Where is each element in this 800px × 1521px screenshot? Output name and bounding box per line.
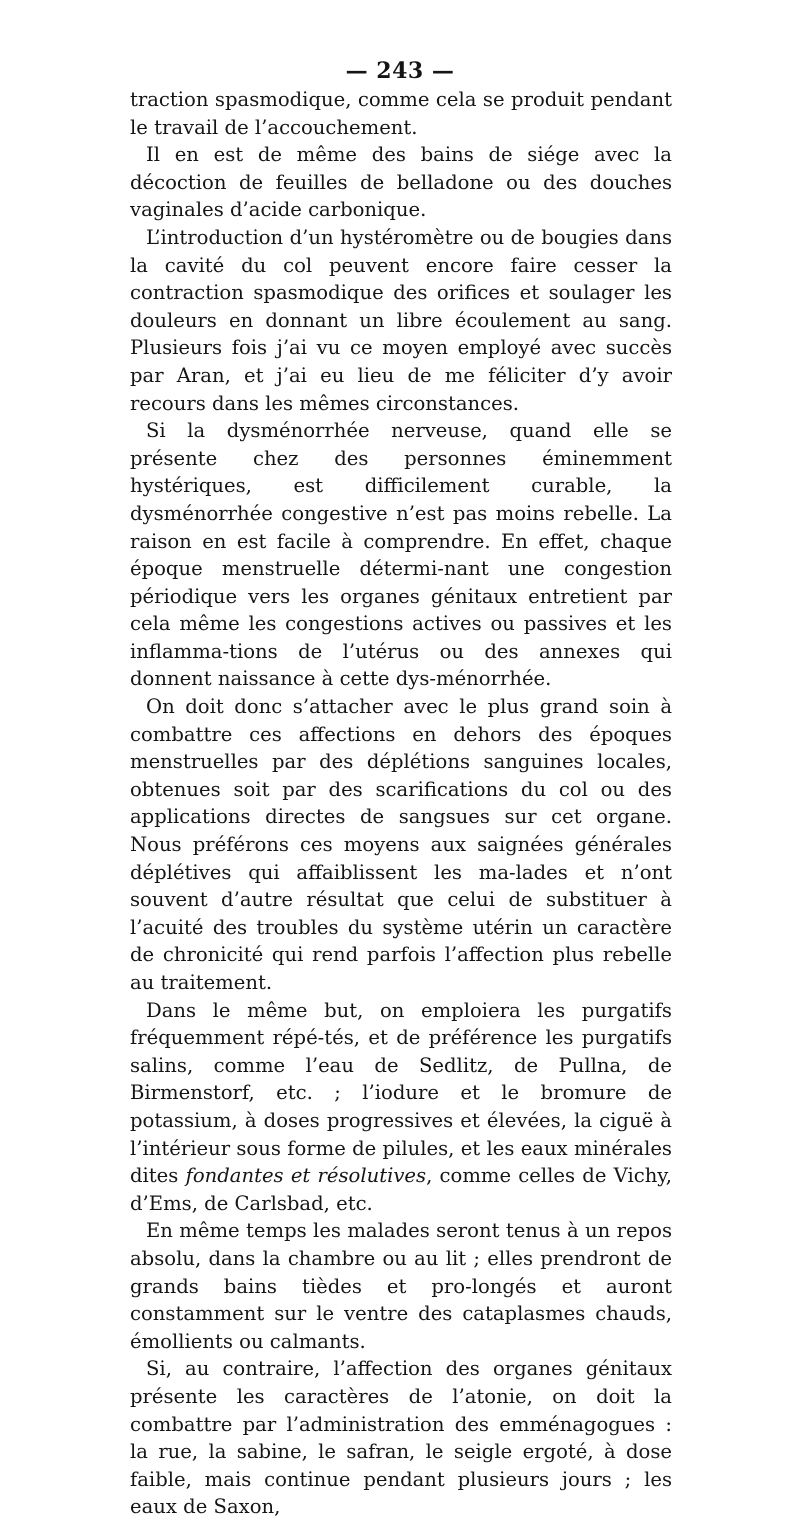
body-text	[130, 86, 672, 1521]
paragraph	[130, 997, 672, 1218]
paragraph-text: , comme celles de Vichy, d’Ems, de Carlsbad, etc.	[130, 1164, 673, 1215]
paragraph: On doit donc s’attacher avec le plus grand soin à combattre ces affections en dehors des époques menstruelles par des déplétions sanguines locales, obtenues soit par des scarifications du col ou des applications directes de sangsues sur cet organe. Nous préférons ces moyens aux saignées générales déplétives qui affaiblissent les ma-lades et n’ont souvent d’autre résultat que celui de substituer à l’acuité des troubles du système utérin un caractère de chronicité qui rend parfois l’affection plus rebelle au traitement.	[130, 695, 672, 994]
paragraph-text: Dans le même but, on emploiera les purgatifs fréquemment répé-tés, et de préférence les purgatifs salins, comme l’eau de Sedlitz, de Pullna, de Birmenstorf, etc. ; l’iodure et le bromure de potassium, à doses progressives et élevées, la ciguë à l’intérieur sous forme de pilules, et les eaux minérales dites	[130, 998, 672, 1188]
paragraph: Si la dysménorrhée nerveuse, quand elle se présente chez des personnes éminemment hystériques, est difficilement curable, la dysménorrhée congestive n’est pas moins rebelle. La raison en est facile à comprendre. En effet, chaque époque menstruelle détermi-nant une congestion périodique vers les organes génitaux entretient par cela même les congestions actives ou passives et les inflamma-tions de l’utérus ou des annexes qui donnent naissance à cette dys-ménorrhée.	[130, 419, 672, 691]
paragraph: En même temps les malades seront tenus à un repos absolu, dans la chambre ou au lit ; elles prendront de grands bains tièdes et pro-longés et auront constamment sur le ventre des cataplasmes chauds, émollients ou calmants.	[130, 1219, 672, 1353]
paragraph: Il en est de même des bains de siége avec la décoction de feuilles de belladone ou des douches vaginales d’acide carbonique.	[130, 143, 672, 222]
paragraph: L’introduction d’un hystéromètre ou de bougies dans la cavité du col peuvent encore faire cesser la contraction spasmodique des orifices et soulager les douleurs en donnant un libre écoulement au sang. Plusieurs fois j’ai vu ce moyen employé avec succès par Aran, et j’ai eu lieu de me féliciter d’y avoir recours dans les mêmes circonstances.	[130, 225, 672, 415]
italic-phrase: fondantes et résolutives	[185, 1164, 427, 1188]
paragraph: Si, au contraire, l’affection des organes génitaux présente les caractères de l’atonie, on doit la combattre par l’administration des emménagogues : la rue, la sabine, le safran, le seigle ergoté, à dose faible, mais continue pendant plusieurs jours ; les eaux de Saxon,	[130, 1357, 672, 1519]
paragraph: traction spasmodique, comme cela se produit pendant le travail de l’accouchement.	[130, 88, 672, 139]
page-number: — 243 —	[345, 58, 455, 84]
